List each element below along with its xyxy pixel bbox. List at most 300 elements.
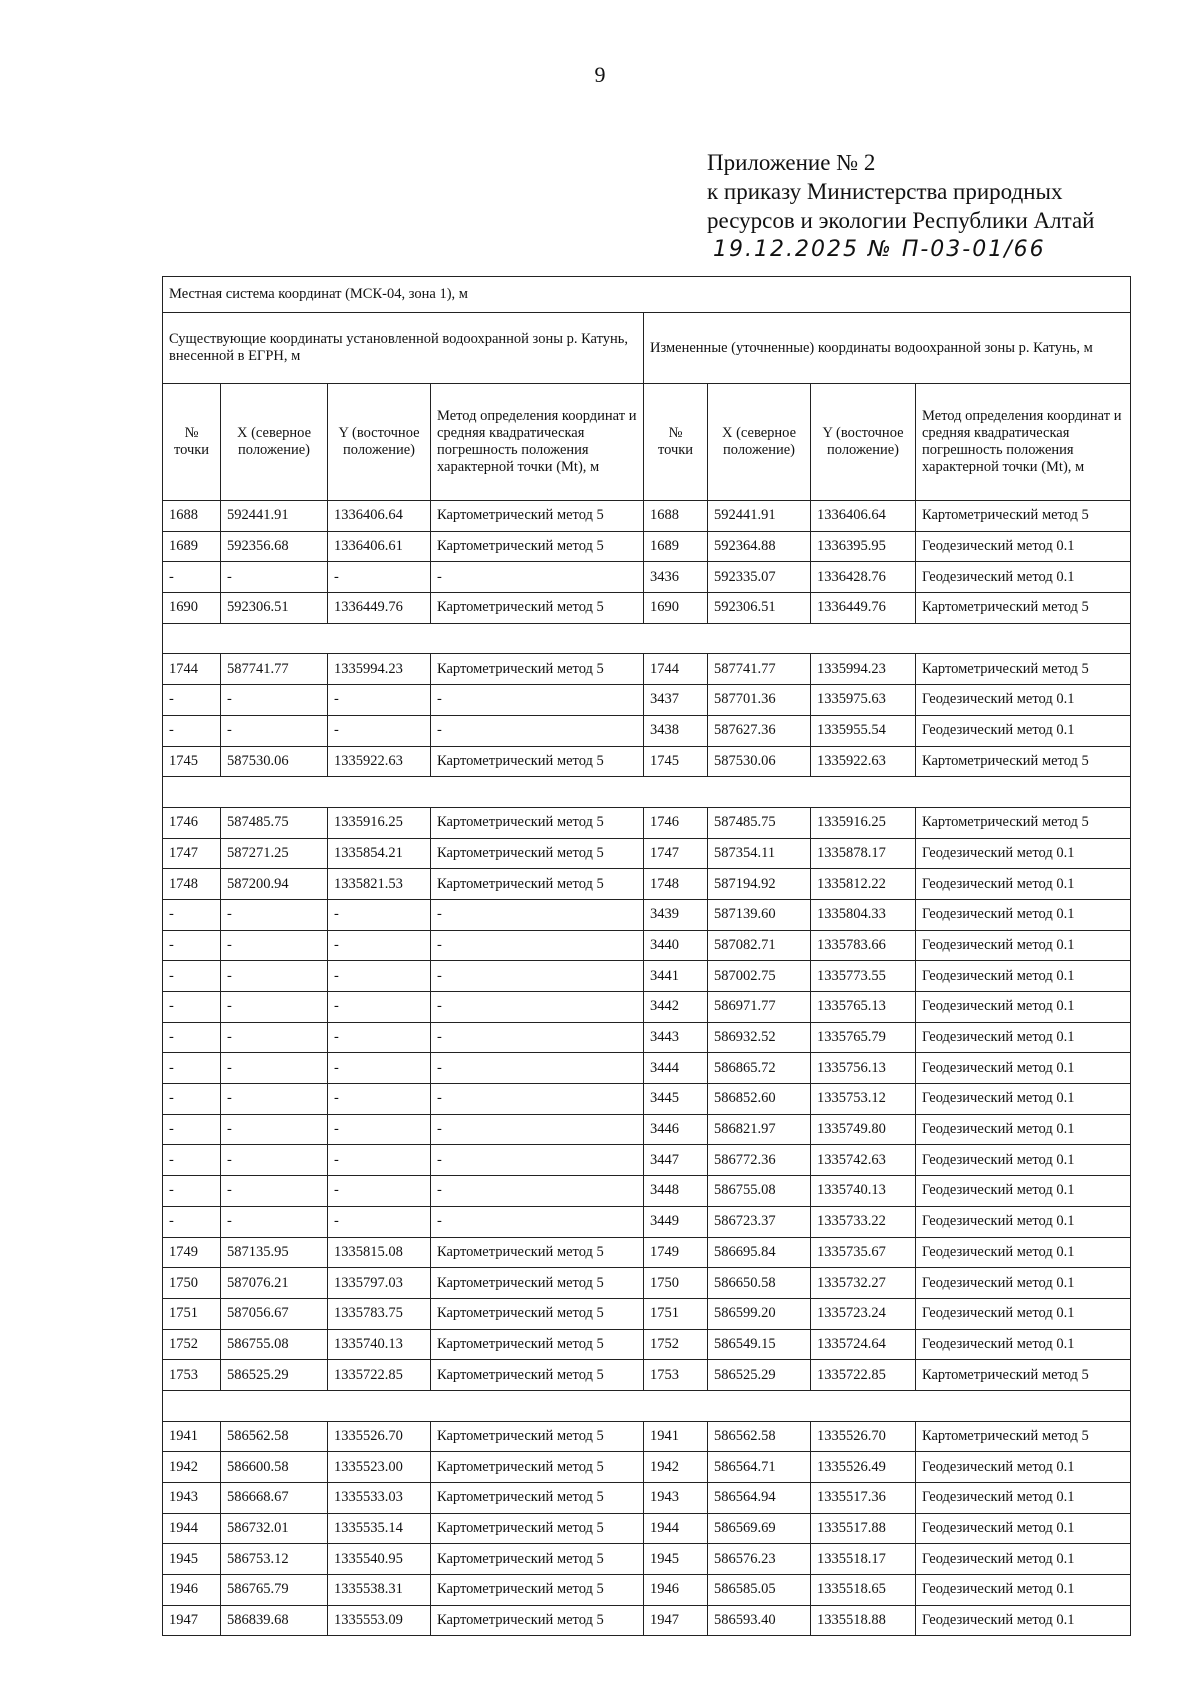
x-coordinate-changed-cell: 586569.69 [708,1513,811,1544]
x-coordinate-changed-cell: 592364.88 [708,531,811,562]
point-number-cell: 1943 [163,1483,221,1514]
x-coordinate-cell: 592356.68 [221,531,328,562]
x-coordinate-cell: 586732.01 [221,1513,328,1544]
point-number-cell: 1947 [163,1605,221,1636]
separator-cell [163,623,1131,654]
point-number-cell: 1748 [163,869,221,900]
point-number-cell: - [163,992,221,1023]
point-number-changed-cell: 3439 [644,899,708,930]
point-number-changed-cell: 3445 [644,1084,708,1115]
table-row [163,1421,1131,1452]
x-coordinate-changed-cell: 587194.92 [708,869,811,900]
y-coordinate-changed-cell: 1335518.88 [811,1605,916,1636]
point-number-changed-cell: 3448 [644,1176,708,1207]
y-coordinate-cell: - [328,1145,431,1176]
point-number-changed-cell: 1689 [644,531,708,562]
table-row [163,715,1131,746]
point-number-changed-cell: 1690 [644,593,708,624]
y-coordinate-cell: 1335821.53 [328,869,431,900]
x-coordinate-changed-cell: 586772.36 [708,1145,811,1176]
y-coordinate-changed-cell: 1335756.13 [811,1053,916,1084]
table-row [163,1268,1131,1299]
point-number-cell: 1744 [163,654,221,685]
appendix-ministry-line: ресурсов и экологии Республики Алтай [707,208,1095,233]
x-coordinate-cell: 586839.68 [221,1605,328,1636]
method-cell: - [431,1206,644,1237]
method-changed-cell: Картометрический метод 5 [916,746,1131,777]
table-row [163,1575,1131,1606]
method-cell: Картометрический метод 5 [431,1483,644,1514]
y-coordinate-cell: 1335994.23 [328,654,431,685]
method-cell: Картометрический метод 5 [431,869,644,900]
x-coordinate-cell: 586753.12 [221,1544,328,1575]
x-coordinate-cell: 592441.91 [221,501,328,532]
x-coordinate-changed-cell: 586562.58 [708,1421,811,1452]
y-coordinate-cell: - [328,1206,431,1237]
method-cell: - [431,1053,644,1084]
x-coordinate-cell: - [221,1084,328,1115]
method-cell: Картометрический метод 5 [431,1360,644,1391]
x-coordinate-changed-cell: 586525.29 [708,1360,811,1391]
point-number-changed-cell: 1946 [644,1575,708,1606]
x-coordinate-changed-cell: 586971.77 [708,992,811,1023]
y-coordinate-changed-cell: 1336395.95 [811,531,916,562]
method-cell: - [431,1114,644,1145]
method-cell: - [431,961,644,992]
table-row [163,501,1131,532]
x-coordinate-cell: 586755.08 [221,1329,328,1360]
x-coordinate-cell: 587056.67 [221,1298,328,1329]
y-coordinate-cell: 1335722.85 [328,1360,431,1391]
x-coordinate-cell: 587741.77 [221,654,328,685]
point-number-changed-cell: 1944 [644,1513,708,1544]
x-coordinate-cell: - [221,1053,328,1084]
point-number-changed-cell: 1747 [644,838,708,869]
point-number-changed-cell: 1941 [644,1421,708,1452]
y-coordinate-changed-cell: 1335765.13 [811,992,916,1023]
method-cell: Картометрический метод 5 [431,593,644,624]
table-row [163,654,1131,685]
x-coordinate-changed-cell: 586695.84 [708,1237,811,1268]
y-coordinate-changed-cell: 1335740.13 [811,1176,916,1207]
x-coordinate-changed-cell: 586593.40 [708,1605,811,1636]
point-number-changed-cell: 1947 [644,1605,708,1636]
point-number-changed-cell: 3440 [644,930,708,961]
y-coordinate-changed-cell: 1335812.22 [811,869,916,900]
table-row [163,869,1131,900]
y-coordinate-cell: 1336449.76 [328,593,431,624]
y-coordinate-cell: 1335540.95 [328,1544,431,1575]
header-y: Y (восточное положение) [328,384,431,501]
method-cell: - [431,1084,644,1115]
header-x: X (северное положение) [221,384,328,501]
point-number-cell: 1753 [163,1360,221,1391]
method-cell: Картометрический метод 5 [431,501,644,532]
x-coordinate-cell: - [221,1114,328,1145]
appendix-header [707,148,1095,264]
point-number-cell: 1944 [163,1513,221,1544]
table-row [163,899,1131,930]
x-coordinate-cell: - [221,1176,328,1207]
y-coordinate-cell: 1335538.31 [328,1575,431,1606]
header-method-changed: Метод определения координат и средняя квадратическая погрешность положения характерной точки (Mt), м [916,384,1131,501]
point-number-cell: 1746 [163,807,221,838]
method-changed-cell: Картометрический метод 5 [916,1421,1131,1452]
page-number: 9 [594,62,606,87]
table-row [163,1544,1131,1575]
point-number-changed-cell: 1748 [644,869,708,900]
x-coordinate-cell: 587200.94 [221,869,328,900]
separator-cell [163,777,1131,808]
point-number-cell: - [163,562,221,593]
x-coordinate-changed-cell: 586549.15 [708,1329,811,1360]
y-coordinate-cell: - [328,961,431,992]
y-coordinate-cell: - [328,1053,431,1084]
y-coordinate-cell: 1335797.03 [328,1268,431,1299]
method-changed-cell: Геодезический метод 0.1 [916,1114,1131,1145]
method-changed-cell: Геодезический метод 0.1 [916,1298,1131,1329]
point-number-cell: 1946 [163,1575,221,1606]
point-number-changed-cell: 3447 [644,1145,708,1176]
method-changed-cell: Геодезический метод 0.1 [916,685,1131,716]
method-changed-cell: Геодезический метод 0.1 [916,1513,1131,1544]
point-number-cell: - [163,685,221,716]
y-coordinate-changed-cell: 1335732.27 [811,1268,916,1299]
point-number-cell: - [163,1206,221,1237]
point-number-cell: - [163,1022,221,1053]
point-number-cell: - [163,1053,221,1084]
point-number-changed-cell: 1945 [644,1544,708,1575]
y-coordinate-changed-cell: 1335518.17 [811,1544,916,1575]
point-number-changed-cell: 1753 [644,1360,708,1391]
y-coordinate-changed-cell: 1335922.63 [811,746,916,777]
method-changed-cell: Картометрический метод 5 [916,501,1131,532]
table-title: Местная система координат (МСК-04, зона 1), м [163,277,1131,313]
y-coordinate-cell: 1336406.64 [328,501,431,532]
x-coordinate-changed-cell: 586564.94 [708,1483,811,1514]
method-changed-cell: Геодезический метод 0.1 [916,531,1131,562]
y-coordinate-changed-cell: 1335916.25 [811,807,916,838]
y-coordinate-cell: 1335535.14 [328,1513,431,1544]
method-changed-cell: Картометрический метод 5 [916,1360,1131,1391]
method-cell: - [431,1022,644,1053]
x-coordinate-cell: - [221,562,328,593]
method-cell: - [431,992,644,1023]
method-cell: Картометрический метод 5 [431,1513,644,1544]
x-coordinate-changed-cell: 592306.51 [708,593,811,624]
appendix-order-line: к приказу Министерства природных [707,179,1063,204]
point-number-cell: 1747 [163,838,221,869]
block-separator-row [163,777,1131,808]
table-row [163,1329,1131,1360]
point-number-cell: - [163,930,221,961]
group-header-existing: Существующие координаты установленной водоохранной зоны р. Катунь, внесенной в ЕГРН, м [163,313,644,384]
method-changed-cell: Геодезический метод 0.1 [916,869,1131,900]
method-changed-cell: Геодезический метод 0.1 [916,899,1131,930]
table-row [163,1237,1131,1268]
x-coordinate-cell: - [221,685,328,716]
method-cell: - [431,715,644,746]
method-cell: Картометрический метод 5 [431,746,644,777]
table-row [163,1084,1131,1115]
method-cell: Картометрический метод 5 [431,1237,644,1268]
y-coordinate-cell: - [328,899,431,930]
y-coordinate-changed-cell: 1335955.54 [811,715,916,746]
method-cell: - [431,1145,644,1176]
y-coordinate-cell: 1335526.70 [328,1421,431,1452]
x-coordinate-cell: - [221,992,328,1023]
table-row [163,593,1131,624]
y-coordinate-changed-cell: 1335518.65 [811,1575,916,1606]
method-cell: Картометрический метод 5 [431,1268,644,1299]
point-number-changed-cell: 3446 [644,1114,708,1145]
method-changed-cell: Геодезический метод 0.1 [916,1206,1131,1237]
handwritten-order-date-number: 19.12.2025 № П-03-01/66 [713,237,1046,262]
appendix-title: Приложение № 2 [707,150,876,175]
x-coordinate-changed-cell: 586723.37 [708,1206,811,1237]
x-coordinate-cell: 592306.51 [221,593,328,624]
x-coordinate-changed-cell: 586852.60 [708,1084,811,1115]
y-coordinate-changed-cell: 1335878.17 [811,838,916,869]
y-coordinate-cell: 1335740.13 [328,1329,431,1360]
point-number-changed-cell: 1749 [644,1237,708,1268]
y-coordinate-changed-cell: 1335742.63 [811,1145,916,1176]
y-coordinate-changed-cell: 1335526.70 [811,1421,916,1452]
y-coordinate-cell: 1335815.08 [328,1237,431,1268]
table-row [163,961,1131,992]
x-coordinate-cell: 587076.21 [221,1268,328,1299]
method-cell: Картометрический метод 5 [431,1298,644,1329]
point-number-cell: - [163,1176,221,1207]
method-cell: Картометрический метод 5 [431,1421,644,1452]
table-row [163,992,1131,1023]
method-cell: - [431,899,644,930]
header-x-changed: X (северное положение) [708,384,811,501]
method-changed-cell: Геодезический метод 0.1 [916,992,1131,1023]
table-row [163,746,1131,777]
method-changed-cell: Геодезический метод 0.1 [916,1329,1131,1360]
y-coordinate-changed-cell: 1335526.49 [811,1452,916,1483]
point-number-cell: 1752 [163,1329,221,1360]
method-changed-cell: Геодезический метод 0.1 [916,1268,1131,1299]
y-coordinate-cell: - [328,562,431,593]
point-number-cell: 1689 [163,531,221,562]
method-changed-cell: Геодезический метод 0.1 [916,1145,1131,1176]
method-cell: - [431,562,644,593]
x-coordinate-changed-cell: 587485.75 [708,807,811,838]
point-number-changed-cell: 1688 [644,501,708,532]
y-coordinate-changed-cell: 1335517.88 [811,1513,916,1544]
y-coordinate-cell: 1335922.63 [328,746,431,777]
point-number-changed-cell: 3438 [644,715,708,746]
y-coordinate-cell: - [328,992,431,1023]
x-coordinate-cell: - [221,1206,328,1237]
x-coordinate-changed-cell: 586564.71 [708,1452,811,1483]
point-number-cell: 1750 [163,1268,221,1299]
method-cell: Картометрический метод 5 [431,838,644,869]
y-coordinate-changed-cell: 1335804.33 [811,899,916,930]
point-number-cell: - [163,899,221,930]
method-changed-cell: Геодезический метод 0.1 [916,1483,1131,1514]
y-coordinate-cell: - [328,1022,431,1053]
method-cell: - [431,1176,644,1207]
method-changed-cell: Геодезический метод 0.1 [916,930,1131,961]
x-coordinate-changed-cell: 587354.11 [708,838,811,869]
point-number-changed-cell: 1744 [644,654,708,685]
point-number-changed-cell: 1943 [644,1483,708,1514]
y-coordinate-changed-cell: 1336449.76 [811,593,916,624]
y-coordinate-changed-cell: 1335722.85 [811,1360,916,1391]
block-separator-row [163,623,1131,654]
y-coordinate-cell: - [328,685,431,716]
point-number-changed-cell: 3437 [644,685,708,716]
point-number-changed-cell: 3436 [644,562,708,593]
point-number-cell: - [163,1145,221,1176]
method-cell: Картометрический метод 5 [431,654,644,685]
method-changed-cell: Геодезический метод 0.1 [916,838,1131,869]
point-number-cell: 1751 [163,1298,221,1329]
method-changed-cell: Геодезический метод 0.1 [916,1237,1131,1268]
point-number-cell: - [163,961,221,992]
method-changed-cell: Геодезический метод 0.1 [916,1575,1131,1606]
method-changed-cell: Геодезический метод 0.1 [916,1176,1131,1207]
table-row [163,1360,1131,1391]
method-cell: Картометрический метод 5 [431,1452,644,1483]
y-coordinate-changed-cell: 1335975.63 [811,685,916,716]
y-coordinate-cell: - [328,1084,431,1115]
y-coordinate-cell: - [328,1114,431,1145]
y-coordinate-cell: - [328,715,431,746]
method-changed-cell: Картометрический метод 5 [916,807,1131,838]
method-changed-cell: Геодезический метод 0.1 [916,961,1131,992]
x-coordinate-changed-cell: 587741.77 [708,654,811,685]
y-coordinate-cell: 1335916.25 [328,807,431,838]
table-row [163,1022,1131,1053]
y-coordinate-cell: - [328,1176,431,1207]
y-coordinate-changed-cell: 1335753.12 [811,1084,916,1115]
point-number-cell: - [163,1114,221,1145]
x-coordinate-changed-cell: 587082.71 [708,930,811,961]
x-coordinate-cell: 587530.06 [221,746,328,777]
point-number-cell: 1941 [163,1421,221,1452]
x-coordinate-changed-cell: 586755.08 [708,1176,811,1207]
method-changed-cell: Геодезический метод 0.1 [916,562,1131,593]
x-coordinate-cell: 586562.58 [221,1421,328,1452]
method-changed-cell: Картометрический метод 5 [916,654,1131,685]
method-cell: Картометрический метод 5 [431,807,644,838]
table-row [163,1206,1131,1237]
x-coordinate-changed-cell: 587530.06 [708,746,811,777]
x-coordinate-cell: 587271.25 [221,838,328,869]
header-y-changed: Y (восточное положение) [811,384,916,501]
point-number-cell: 1945 [163,1544,221,1575]
table-row [163,1053,1131,1084]
y-coordinate-changed-cell: 1335517.36 [811,1483,916,1514]
y-coordinate-changed-cell: 1336406.64 [811,501,916,532]
x-coordinate-cell: 586600.58 [221,1452,328,1483]
y-coordinate-cell: 1335783.75 [328,1298,431,1329]
y-coordinate-changed-cell: 1335723.24 [811,1298,916,1329]
point-number-changed-cell: 1942 [644,1452,708,1483]
y-coordinate-changed-cell: 1335773.55 [811,961,916,992]
method-changed-cell: Геодезический метод 0.1 [916,1053,1131,1084]
method-cell: Картометрический метод 5 [431,1575,644,1606]
method-changed-cell: Картометрический метод 5 [916,593,1131,624]
y-coordinate-cell: 1335854.21 [328,838,431,869]
point-number-changed-cell: 1745 [644,746,708,777]
y-coordinate-cell: 1336406.61 [328,531,431,562]
y-coordinate-changed-cell: 1335783.66 [811,930,916,961]
method-changed-cell: Геодезический метод 0.1 [916,1544,1131,1575]
x-coordinate-changed-cell: 592335.07 [708,562,811,593]
header-point-number-changed: № точки [644,384,708,501]
point-number-cell: 1942 [163,1452,221,1483]
point-number-cell: - [163,715,221,746]
point-number-changed-cell: 1746 [644,807,708,838]
point-number-changed-cell: 1750 [644,1268,708,1299]
x-coordinate-cell: - [221,930,328,961]
point-number-changed-cell: 3449 [644,1206,708,1237]
header-point-number: № точки [163,384,221,501]
table-row [163,1513,1131,1544]
method-cell: Картометрический метод 5 [431,1605,644,1636]
x-coordinate-changed-cell: 586650.58 [708,1268,811,1299]
x-coordinate-changed-cell: 586865.72 [708,1053,811,1084]
point-number-changed-cell: 1752 [644,1329,708,1360]
coordinates-table [162,276,1131,1636]
block-separator-row [163,1390,1131,1421]
table-row [163,685,1131,716]
table-row [163,1114,1131,1145]
x-coordinate-cell: 587485.75 [221,807,328,838]
separator-cell [163,1390,1131,1421]
method-changed-cell: Геодезический метод 0.1 [916,1084,1131,1115]
x-coordinate-cell: - [221,1145,328,1176]
method-cell: - [431,685,644,716]
point-number-cell: - [163,1084,221,1115]
method-changed-cell: Геодезический метод 0.1 [916,1452,1131,1483]
point-number-changed-cell: 3444 [644,1053,708,1084]
group-header-changed: Измененные (уточненные) координаты водоохранной зоны р. Катунь, м [644,313,1131,384]
y-coordinate-changed-cell: 1335749.80 [811,1114,916,1145]
x-coordinate-changed-cell: 592441.91 [708,501,811,532]
method-cell: Картометрический метод 5 [431,1329,644,1360]
point-number-changed-cell: 3443 [644,1022,708,1053]
x-coordinate-cell: 586668.67 [221,1483,328,1514]
x-coordinate-changed-cell: 586932.52 [708,1022,811,1053]
x-coordinate-changed-cell: 586821.97 [708,1114,811,1145]
table-row [163,1483,1131,1514]
table-row [163,1452,1131,1483]
x-coordinate-changed-cell: 586599.20 [708,1298,811,1329]
method-cell: Картометрический метод 5 [431,531,644,562]
header-method: Метод определения координат и средняя квадратическая погрешность положения характерной точки (Mt), м [431,384,644,501]
x-coordinate-changed-cell: 586576.23 [708,1544,811,1575]
table-row [163,1298,1131,1329]
table-row [163,807,1131,838]
x-coordinate-changed-cell: 586585.05 [708,1575,811,1606]
point-number-changed-cell: 3442 [644,992,708,1023]
method-changed-cell: Геодезический метод 0.1 [916,1605,1131,1636]
x-coordinate-cell: 586765.79 [221,1575,328,1606]
y-coordinate-cell: 1335553.09 [328,1605,431,1636]
point-number-cell: 1745 [163,746,221,777]
point-number-changed-cell: 3441 [644,961,708,992]
x-coordinate-cell: 586525.29 [221,1360,328,1391]
method-changed-cell: Геодезический метод 0.1 [916,1022,1131,1053]
y-coordinate-cell: - [328,930,431,961]
x-coordinate-cell: - [221,961,328,992]
